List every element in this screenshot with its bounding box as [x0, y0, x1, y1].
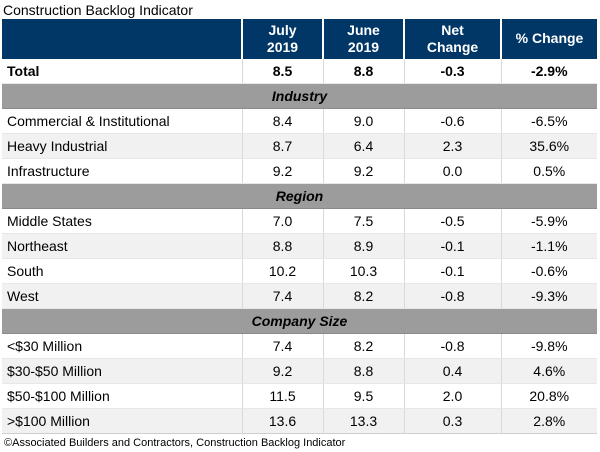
row-label: Northeast [2, 234, 242, 259]
cell-june: 13.3 [323, 409, 404, 434]
cell-pct: -9.8% [501, 334, 597, 359]
cell-june: 9.5 [323, 384, 404, 409]
row-label: Commercial & Institutional [2, 109, 242, 134]
cell-june: 8.2 [323, 334, 404, 359]
row-label: $30-$50 Million [2, 359, 242, 384]
cell-june: 8.9 [323, 234, 404, 259]
row-label: West [2, 284, 242, 309]
table-row [2, 109, 597, 134]
cell-june: 8.8 [323, 359, 404, 384]
table-row [2, 134, 597, 159]
cell-june: 6.4 [323, 134, 404, 159]
table-row [2, 159, 597, 184]
cell-net: -0.3 [404, 59, 501, 84]
row-label: <$30 Million [2, 334, 242, 359]
cell-july: 8.7 [242, 134, 323, 159]
cell-pct: -9.3% [501, 284, 597, 309]
section-title: Company Size [2, 309, 597, 334]
chart-title: Construction Backlog Indicator [3, 2, 193, 18]
table-row [2, 409, 597, 434]
table-row [2, 259, 597, 284]
cell-july: 8.5 [242, 59, 323, 84]
cell-pct: 20.8% [501, 384, 597, 409]
cell-june: 8.2 [323, 284, 404, 309]
cell-net: 2.3 [404, 134, 501, 159]
row-label: Total [2, 59, 242, 84]
row-label: South [2, 259, 242, 284]
cell-july: 8.4 [242, 109, 323, 134]
cell-july: 11.5 [242, 384, 323, 409]
table-row [2, 334, 597, 359]
row-label: Infrastructure [2, 159, 242, 184]
cell-net: -0.8 [404, 334, 501, 359]
cell-july: 9.2 [242, 359, 323, 384]
cell-pct: -0.6% [501, 259, 597, 284]
cell-june: 7.5 [323, 209, 404, 234]
section-header-company-size [2, 309, 597, 334]
cell-net: -0.8 [404, 284, 501, 309]
header-cell-july [242, 19, 323, 59]
cell-pct: -6.5% [501, 109, 597, 134]
header-cell-empty [2, 19, 242, 59]
table-row [2, 209, 597, 234]
cell-pct: -5.9% [501, 209, 597, 234]
cell-net: 2.0 [404, 384, 501, 409]
cell-july: 10.2 [242, 259, 323, 284]
section-header-region [2, 184, 597, 209]
cell-net: -0.1 [404, 234, 501, 259]
backlog-table [2, 19, 597, 434]
header-cell-pct-change: % Change [501, 19, 597, 59]
cell-june: 10.3 [323, 259, 404, 284]
table-row-total [2, 59, 597, 84]
table-row [2, 234, 597, 259]
cell-net: 0.4 [404, 359, 501, 384]
header-july-line1: July [268, 21, 297, 38]
section-title: Industry [2, 84, 597, 109]
row-label: Middle States [2, 209, 242, 234]
header-cell-june [323, 19, 404, 59]
cell-pct: -2.9% [501, 59, 597, 84]
table-row [2, 384, 597, 409]
cell-pct: 35.6% [501, 134, 597, 159]
table-row [2, 284, 597, 309]
row-label: $50-$100 Million [2, 384, 242, 409]
cell-pct: -1.1% [501, 234, 597, 259]
cell-net: -0.5 [404, 209, 501, 234]
cell-july: 7.4 [242, 334, 323, 359]
header-row [2, 19, 597, 59]
section-title: Region [2, 184, 597, 209]
cell-pct: 0.5% [501, 159, 597, 184]
header-cell-net-change [404, 19, 501, 59]
cell-net: 0.3 [404, 409, 501, 434]
cell-june: 9.0 [323, 109, 404, 134]
cell-june: 9.2 [323, 159, 404, 184]
cell-july: 13.6 [242, 409, 323, 434]
header-net-line2: Change [426, 39, 479, 55]
row-label: >$100 Million [2, 409, 242, 434]
table-row [2, 359, 597, 384]
section-header-industry [2, 84, 597, 109]
header-june-line2: 2019 [347, 39, 380, 55]
source-attribution: ©Associated Builders and Contractors, Construction Backlog Indicator [4, 437, 346, 449]
cell-net: 0.0 [404, 159, 501, 184]
cell-pct: 4.6% [501, 359, 597, 384]
cell-net: -0.1 [404, 259, 501, 284]
cell-net: -0.6 [404, 109, 501, 134]
row-label: Heavy Industrial [2, 134, 242, 159]
header-june-line1: June [347, 21, 380, 38]
cell-july: 8.8 [242, 234, 323, 259]
header-july-line2: 2019 [266, 39, 299, 55]
cell-june: 8.8 [323, 59, 404, 84]
cell-july: 7.0 [242, 209, 323, 234]
header-net-line1: Net [441, 21, 464, 38]
cell-july: 9.2 [242, 159, 323, 184]
cell-pct: 2.8% [501, 409, 597, 434]
cell-july: 7.4 [242, 284, 323, 309]
